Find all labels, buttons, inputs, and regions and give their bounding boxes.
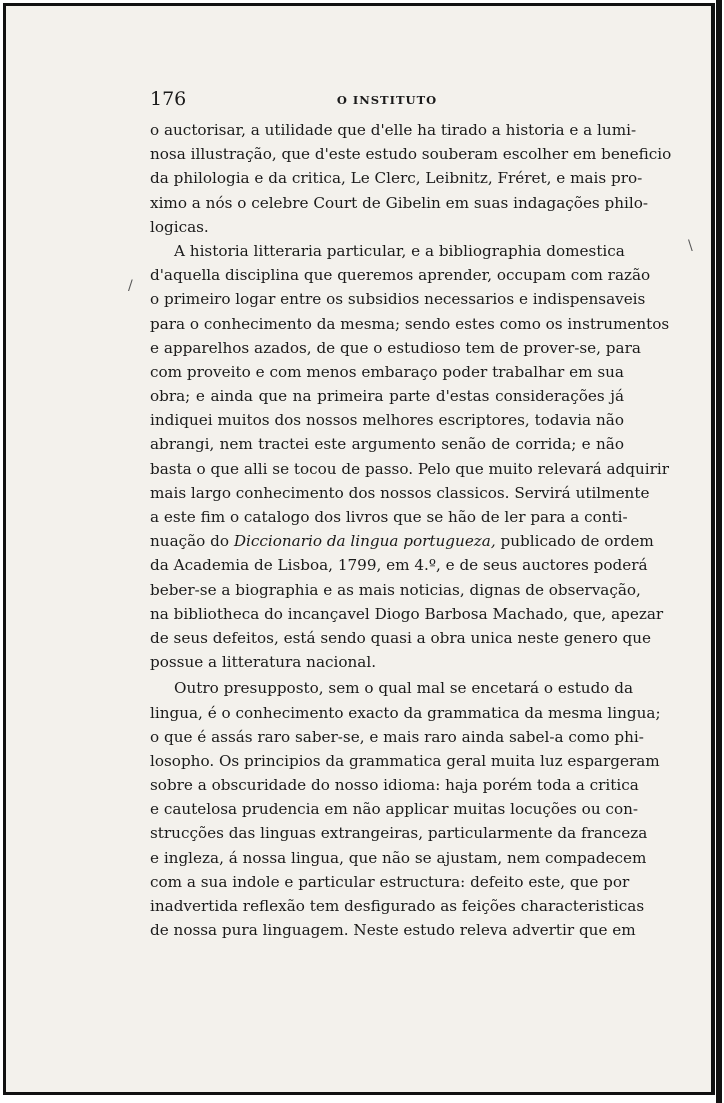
margin-mark: /	[128, 278, 133, 294]
paragraph	[150, 239, 670, 674]
text-line: possue a litteratura nacional.	[150, 653, 377, 672]
scan-edge	[716, 0, 722, 1103]
text-line: com a sua indole e particular estructura: defeito este, que por	[150, 872, 630, 891]
text-line: ximo a nós o celebre Court de Gibelin em suas indagações philo-	[150, 193, 649, 212]
paragraph	[150, 676, 661, 942]
text-line: indiquei muitos dos nossos melhores escriptores, todavia não	[150, 411, 624, 430]
text-line: da Academia de Lisboa, 1799, em 4.º, e de seus auctores poderá	[150, 556, 648, 575]
text-line: sobre a obscuridade do nosso idioma: haja porém toda a critica	[150, 776, 639, 795]
text-line: para o conhecimento da mesma; sendo estes como os instrumentos	[150, 314, 670, 333]
text-line: beber-se a biographia e as mais noticias, dignas de observação,	[150, 580, 641, 599]
page-number: 176	[150, 88, 187, 110]
text-line: Outro presupposto, sem o qual mal se encetará o estudo da	[174, 679, 634, 698]
running-title: O INSTITUTO	[336, 93, 438, 107]
text-line: o que é assás raro saber-se, e mais raro ainda sabel-a como phi-	[150, 727, 644, 746]
text-line: nosa illustração, que d'este estudo souberam escolher em beneficio	[150, 145, 672, 164]
text-line: inadvertida reflexão tem desfigurado as feições characteristicas	[150, 897, 645, 915]
page-header	[150, 88, 624, 110]
text-line: abrangi, nem tractei este argumento senão de corrida; e não	[150, 435, 624, 454]
text-line: losopho. Os principios da grammatica geral muita luz espargeram	[150, 751, 660, 770]
text-line: logicas.	[150, 217, 209, 236]
text-line: d'aquella disciplina que queremos aprender, occupam com razão	[150, 266, 651, 285]
text-line: A historia litteraria particular, e a bibliographia domestica	[174, 241, 625, 260]
text-line: de nossa pura linguagem. Neste estudo releva advertir que em	[150, 921, 636, 940]
text-line: e apparelhos azados, de que o estudioso tem de prover-se, para	[150, 338, 641, 357]
text-line: e ingleza, á nossa lingua, que não se ajustam, nem compadecem	[150, 848, 647, 867]
book-title: Diccionario da lingua portugueza,	[233, 532, 496, 551]
text-line: na bibliotheca do incançavel Diogo Barbosa Machado, que, apezar	[150, 604, 664, 623]
text-line: com proveito e com menos embaraço poder trabalhar em sua	[150, 362, 624, 381]
text-line: o auctorisar, a utilidade que d'elle ha tirado a historia e a lumi-	[150, 121, 637, 139]
text-line: o primeiro logar entre os subsidios necessarios e indispensaveis	[150, 290, 646, 309]
text-line: de seus defeitos, está sendo quasi a obra unica neste genero que	[150, 628, 652, 647]
text-line: obra; e ainda que na primeira parte d'estas considerações já	[150, 387, 624, 406]
text-line: e cautelosa prudencia em não applicar muitas locuções ou con-	[150, 800, 638, 819]
text-line: da philologia e da critica, Le Clerc, Leibnitz, Fréret, e mais pro-	[150, 169, 643, 188]
text-line: strucções das linguas extrangeiras, particularmente da franceza	[150, 824, 648, 843]
text-line: a este fim o catalogo dos livros que se hão de ler para a conti-	[150, 508, 628, 526]
text-line: lingua, é o conhecimento exacto da grammatica da mesma lingua;	[150, 703, 661, 722]
text-line: basta o que alli se tocou de passo. Pelo que muito relevará adquirir	[150, 459, 670, 478]
paragraph	[150, 118, 672, 239]
text-line: nuação do Diccionario da lingua portugueza, publicado de ordem	[150, 532, 654, 551]
margin-mark: \	[688, 238, 693, 254]
text-line: mais largo conhecimento dos nossos classicos. Servirá utilmente	[150, 483, 650, 502]
body-text	[150, 118, 672, 942]
